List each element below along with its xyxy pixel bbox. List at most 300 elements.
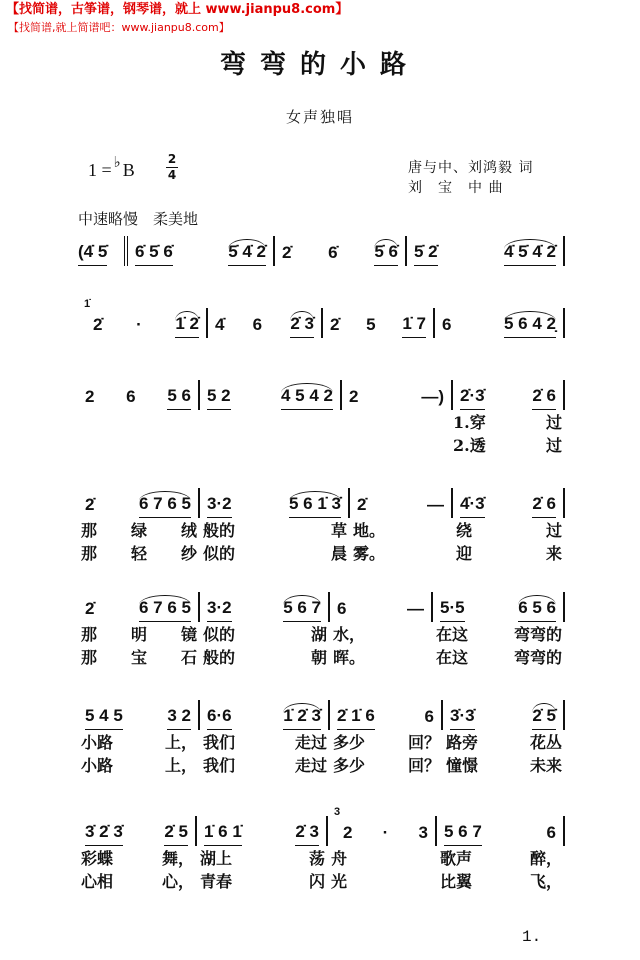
note-group <box>85 387 94 410</box>
lyric-word: 那 <box>81 544 98 563</box>
notes-row <box>433 592 565 622</box>
measure <box>437 816 565 892</box>
lyric-word: 未来 <box>529 756 562 775</box>
measure <box>78 488 200 564</box>
lyric-word: 心相 <box>81 872 114 891</box>
note-group <box>419 823 428 846</box>
note-group <box>518 595 556 622</box>
notes-row <box>350 488 453 518</box>
note-text: 3·2 <box>207 598 232 617</box>
note-text: —) <box>421 387 444 406</box>
key-signature <box>88 155 135 181</box>
lyric-word: 般的 <box>203 521 236 540</box>
note-group <box>78 242 107 266</box>
measure <box>435 308 565 338</box>
lyric-word: 青春 <box>200 872 233 891</box>
lyrics-line-2 <box>78 869 197 892</box>
note-group <box>366 315 375 338</box>
note-group <box>330 315 339 338</box>
measure <box>78 236 128 266</box>
lyrics-line-2 <box>197 869 328 892</box>
note-group <box>504 239 556 266</box>
watermark-overlay: 【找简谱,就上简谱吧：www.jianpu8.com】 <box>8 21 230 34</box>
watermark: 【找简谱，古筝谱，钢琴谱，就上 www.jianpu8.com】 <box>6 2 349 17</box>
note-group <box>136 315 142 338</box>
lyrics-line-2 <box>78 541 200 564</box>
lyrics-line-1 <box>200 730 330 753</box>
lyric-word: 回？ <box>407 733 440 752</box>
notes-row <box>330 592 433 622</box>
lyric-word: 似的 <box>203 544 236 563</box>
note-group <box>349 387 358 410</box>
lyric-word: 弯弯的 <box>513 648 562 667</box>
measure <box>197 816 328 892</box>
measure <box>200 700 330 776</box>
note-group <box>139 491 191 518</box>
lyrics-line-2 <box>453 433 565 456</box>
notes-row <box>197 816 328 846</box>
note-text: 1̇ 7 <box>402 314 426 333</box>
lyrics-line-2 <box>200 753 330 776</box>
lyric-word: 绒 <box>180 521 197 540</box>
note-text: · <box>382 823 389 842</box>
tempo-marking: 中速略慢 柔美地 <box>78 210 199 228</box>
lyrics-line-2 <box>78 645 200 668</box>
system <box>78 700 565 776</box>
lyrics-line-1 <box>443 730 565 753</box>
lyric-word: 醉， <box>529 849 562 868</box>
note-text: 3·2 <box>207 494 232 513</box>
lyric-word: 那 <box>81 648 98 667</box>
note-group <box>85 495 94 518</box>
note-text: 5 6 4 2̣ <box>504 314 556 333</box>
key-note: B <box>122 160 135 180</box>
note-text: 2 <box>85 387 95 406</box>
lyric-word: 多少 <box>333 756 366 775</box>
note-text: 5 2 <box>207 386 231 405</box>
notes-row <box>435 308 565 338</box>
notes-row <box>78 488 200 518</box>
lyric-word: 石 <box>180 648 197 667</box>
measure <box>78 298 208 338</box>
notes-row <box>453 380 565 410</box>
lyrics-line-2 <box>78 753 200 776</box>
note-group <box>334 806 353 846</box>
note-group <box>427 495 444 518</box>
note-group <box>289 491 341 518</box>
notes-row <box>78 592 200 622</box>
notes-row <box>128 236 275 266</box>
lyrics-line-2 <box>443 753 565 776</box>
lyric-word: 憧憬 <box>446 756 479 775</box>
lyrics-line-1 <box>433 622 565 645</box>
note-text: 5·5 <box>440 598 465 617</box>
note-text: 1̇ 6 1̇ <box>204 822 242 841</box>
measure <box>78 700 200 776</box>
lyric-word: 地。 <box>353 521 386 540</box>
lyric-word: 走过 <box>294 733 327 752</box>
lyric-word: 纱 <box>180 544 197 563</box>
lyric-word: 草 <box>330 521 347 540</box>
note-group <box>207 386 231 410</box>
note-text: 2̇ 5 <box>164 822 188 841</box>
lyric-word: 路旁 <box>446 733 479 752</box>
measure <box>200 380 342 456</box>
lyric-word: 上， <box>164 733 197 752</box>
note-group <box>283 595 321 622</box>
note-text: 5̇ 2̇ <box>414 242 438 261</box>
lyric-word: 轻 <box>130 544 147 563</box>
lyric-word: 闪 <box>308 872 325 891</box>
note-text: 6̇ <box>328 243 338 262</box>
lyric-word: 弯弯的 <box>513 625 562 644</box>
note-group <box>532 703 556 730</box>
lyrics-line-2 <box>453 541 565 564</box>
note-group <box>207 598 232 622</box>
note-text: 6 7 6 5 <box>139 598 191 617</box>
note-text: 2̇ <box>282 243 292 262</box>
lyrics-line-1 <box>330 622 433 645</box>
note-group <box>85 706 123 730</box>
notes-row <box>78 816 197 846</box>
lyric-word: 明 <box>130 625 147 644</box>
measure <box>330 700 443 776</box>
note-group <box>532 386 556 410</box>
lyric-word: 宝 <box>130 648 147 667</box>
lyric-word: 来 <box>545 544 562 563</box>
lyric-word: 我们 <box>203 733 236 752</box>
note-text: 5 6 <box>167 386 191 405</box>
note-text: 3̇·3̇ <box>450 706 475 725</box>
lyric-word: 多少 <box>333 733 366 752</box>
lyrics-line-1 <box>200 622 330 645</box>
lyrics-line-1 <box>328 846 437 869</box>
lyrics-line-1 <box>197 846 328 869</box>
lyric-word: 光 <box>331 872 348 891</box>
note-group <box>425 707 434 730</box>
lyrics-line-2 <box>433 645 565 668</box>
note-group <box>84 298 103 338</box>
note-text: 6 <box>337 599 347 618</box>
note-group <box>135 242 173 266</box>
notes-row <box>443 700 565 730</box>
lyric-word: 过 <box>545 413 562 432</box>
note-text: · <box>136 315 142 334</box>
note-text: 6 <box>424 707 434 726</box>
note-group <box>167 386 191 410</box>
lyric-word: 那 <box>81 625 98 644</box>
notes-row <box>78 700 200 730</box>
measure <box>208 308 323 338</box>
lyrics-line-1 <box>453 410 565 433</box>
measure <box>200 488 350 564</box>
lyrics-line-2 <box>330 753 443 776</box>
note-text: — <box>407 599 424 618</box>
lyric-word: 歌声 <box>440 849 473 868</box>
system <box>78 298 565 338</box>
note-text: 2̇ 3̇ <box>290 314 314 333</box>
measure <box>128 236 275 266</box>
lyric-word: 绕 <box>456 521 473 540</box>
measure <box>200 592 330 668</box>
lyric-word: 朝 <box>310 648 327 667</box>
note-group <box>337 599 346 622</box>
notes-row <box>330 700 443 730</box>
note-text: 3̇ 2̇ 3̇ <box>85 822 123 841</box>
note-group <box>126 387 135 410</box>
notes-row <box>342 380 453 410</box>
note-text: 2̇ <box>85 495 95 514</box>
lyric-word: 过 <box>545 436 562 455</box>
notes-row <box>275 236 407 266</box>
note-text: 2̇ 5̇ <box>532 706 556 725</box>
time-bottom: 4 <box>167 168 177 182</box>
note-group <box>504 311 556 338</box>
note-group <box>374 239 398 266</box>
lyrics-line-2 <box>350 541 453 564</box>
lyric-word: 在这 <box>436 648 469 667</box>
lyrics-line-1 <box>200 518 350 541</box>
lyric-word: 比翼 <box>440 872 473 891</box>
note-group <box>444 822 482 846</box>
notes-row <box>78 298 208 338</box>
note-text: 3 <box>418 823 428 842</box>
lyric-word: 雾。 <box>353 544 386 563</box>
note-text: 5 6 7 <box>444 822 482 841</box>
note-text: (4̇ 5̇ <box>78 242 108 261</box>
lyric-word: 走过 <box>294 756 327 775</box>
note-text: 2̇ <box>330 315 340 334</box>
note-group <box>440 598 465 622</box>
note-text: 2̇·3̇ <box>460 386 485 405</box>
measure <box>342 380 453 456</box>
composer-credit: 刘 宝 中 曲 <box>408 180 504 196</box>
note-group <box>207 706 232 730</box>
key-one: 1 = <box>88 160 112 180</box>
measure <box>453 488 565 564</box>
note-text: 4̇ 5̇ 4̇ 2̇ <box>504 242 556 261</box>
note-text: 1̇ 2̇ <box>175 314 199 333</box>
lyric-word: 在这 <box>436 625 469 644</box>
note-text: 4̇ <box>215 315 225 334</box>
note-text: 2̇ 6 <box>532 386 556 405</box>
note-text: 5̇ 4̇ 2̇ <box>228 242 266 261</box>
note-text: 6̇ 5̇ 6̇ <box>135 242 173 261</box>
system <box>78 806 565 892</box>
measure <box>328 806 437 892</box>
measure <box>350 488 453 564</box>
flat-icon: ♭ <box>113 155 121 171</box>
notes-row <box>200 592 330 622</box>
note-text: 5 6 1̇ 3̇ <box>289 494 341 513</box>
notes-row <box>78 236 128 266</box>
note-text: 6 <box>252 315 263 334</box>
notes-row <box>78 380 200 410</box>
lyric-word: 迎 <box>456 544 473 563</box>
system <box>78 380 565 456</box>
notes-row <box>208 308 323 338</box>
lyric-word: 回？ <box>407 756 440 775</box>
note-text: 2̇ 1̇ 6 <box>337 706 375 725</box>
grace-note: 1̇ <box>84 298 91 310</box>
lyric-word: 小路 <box>81 733 114 752</box>
note-group <box>85 822 123 846</box>
lyrics-line-1 <box>78 622 200 645</box>
note-group <box>328 243 337 266</box>
song-title: 弯弯的小路 <box>219 50 420 80</box>
note-group <box>442 315 451 338</box>
system <box>78 236 565 266</box>
system <box>78 592 565 668</box>
notes-row <box>200 700 330 730</box>
note-text: 6 <box>442 315 452 334</box>
note-text: 2 <box>343 823 353 842</box>
note-group <box>337 706 375 730</box>
measure <box>78 816 197 892</box>
note-text: 2̇ <box>357 495 367 514</box>
lyric-word: 湖 <box>310 625 327 644</box>
note-group <box>290 311 314 338</box>
note-group <box>421 387 444 410</box>
lyric-word: 飞， <box>529 872 562 891</box>
note-text: 6 5 6 <box>518 598 556 617</box>
note-group <box>164 822 188 846</box>
lyrics-line-2 <box>330 645 433 668</box>
note-group <box>175 311 199 338</box>
measure <box>78 592 200 668</box>
note-group <box>139 595 191 622</box>
lyric-word: 心， <box>161 872 194 891</box>
lyric-word: 彩蝶 <box>81 849 114 868</box>
grace-note: 3 <box>334 806 341 818</box>
note-group <box>253 315 262 338</box>
note-text: 6·6 <box>207 706 232 725</box>
lyric-word: 绿 <box>130 521 147 540</box>
lyric-word: 1.穿 <box>453 413 486 432</box>
note-text: 6 7 6 5 <box>139 494 191 513</box>
lyrics-line-1 <box>437 846 565 869</box>
note-text: 2̇ <box>85 599 95 618</box>
note-text: 6 <box>126 387 136 406</box>
note-text: 1̇ 2̇ 3̇ <box>283 706 321 725</box>
notes-row <box>437 816 565 846</box>
time-top: 2 <box>167 152 177 166</box>
note-text: 5 4 5 <box>85 706 123 725</box>
lyrics-line-1 <box>78 518 200 541</box>
note-text: — <box>427 495 444 514</box>
note-text: 3 2 <box>167 706 191 725</box>
note-group <box>215 315 224 338</box>
note-text: 2 <box>349 387 359 406</box>
note-text: 4̇·3̇ <box>460 494 485 513</box>
notes-row <box>200 488 350 518</box>
notes-row <box>328 806 437 846</box>
measure <box>330 592 433 668</box>
measure <box>433 592 565 668</box>
measure <box>453 380 565 456</box>
note-text: 2̇ <box>93 315 103 334</box>
note-group <box>460 386 485 410</box>
note-text: 2̇ 3 <box>295 822 319 841</box>
time-signature <box>166 152 178 183</box>
note-group <box>460 494 485 518</box>
note-group <box>532 494 556 518</box>
note-text: 5 <box>366 315 376 334</box>
page-number: 1. <box>522 928 542 946</box>
note-text: 5 6 7 <box>283 598 321 617</box>
note-group <box>228 239 266 266</box>
note-group <box>357 495 366 518</box>
lyrics-line-2 <box>328 869 437 892</box>
note-group <box>167 706 191 730</box>
notes-row <box>453 488 565 518</box>
lyric-word: 舞， <box>161 849 194 868</box>
note-group <box>283 703 321 730</box>
measure <box>407 236 565 266</box>
notes-row <box>407 236 565 266</box>
lyric-word: 小路 <box>81 756 114 775</box>
note-group <box>402 314 426 338</box>
lyric-word: 晨 <box>330 544 347 563</box>
note-group <box>207 494 232 518</box>
measure <box>443 700 565 776</box>
lyric-word: 花丛 <box>529 733 562 752</box>
note-group <box>295 822 319 846</box>
lyrics-line-2 <box>200 645 330 668</box>
note-group <box>414 242 438 266</box>
note-text: 6 <box>546 823 556 842</box>
note-group <box>547 823 556 846</box>
lyric-word: 荡 <box>308 849 325 868</box>
measure <box>275 236 407 266</box>
note-text: 2̇ 6 <box>532 494 556 513</box>
lyric-word: 晖。 <box>333 648 366 667</box>
lyric-word: 舟 <box>331 849 348 868</box>
note-group <box>450 706 475 730</box>
lyric-word: 上， <box>164 756 197 775</box>
lyric-word: 似的 <box>203 625 236 644</box>
lyric-word: 般的 <box>203 648 236 667</box>
lyrics-line-2 <box>437 869 565 892</box>
measure <box>78 380 200 456</box>
lyrics-line-2 <box>200 541 350 564</box>
lyrics-line-1 <box>78 846 197 869</box>
lyric-word: 2.透 <box>453 436 486 455</box>
lyrics-line-1 <box>350 518 453 541</box>
system <box>78 488 565 564</box>
lyric-word: 我们 <box>203 756 236 775</box>
lyrics-line-1 <box>78 730 200 753</box>
lyric-word: 水， <box>333 625 366 644</box>
note-group <box>204 822 242 846</box>
lyric-word: 湖上 <box>200 849 233 868</box>
note-group <box>281 383 333 410</box>
lyrics-line-1 <box>330 730 443 753</box>
lyricist-credit: 唐与中、刘鸿毅 词 <box>408 160 534 176</box>
lyric-word: 镜 <box>180 625 197 644</box>
lyric-word: 过 <box>545 521 562 540</box>
note-text: 5̇ 6̇ <box>374 242 398 261</box>
song-subtitle: 女声独唱 <box>285 108 354 126</box>
note-text: 4 5 4 2 <box>281 386 333 405</box>
notes-row <box>323 308 435 338</box>
note-group <box>383 823 389 846</box>
lyrics-line-1 <box>453 518 565 541</box>
note-group <box>282 243 291 266</box>
lyric-word: 那 <box>81 521 98 540</box>
measure <box>323 308 435 338</box>
notes-row <box>200 380 342 410</box>
